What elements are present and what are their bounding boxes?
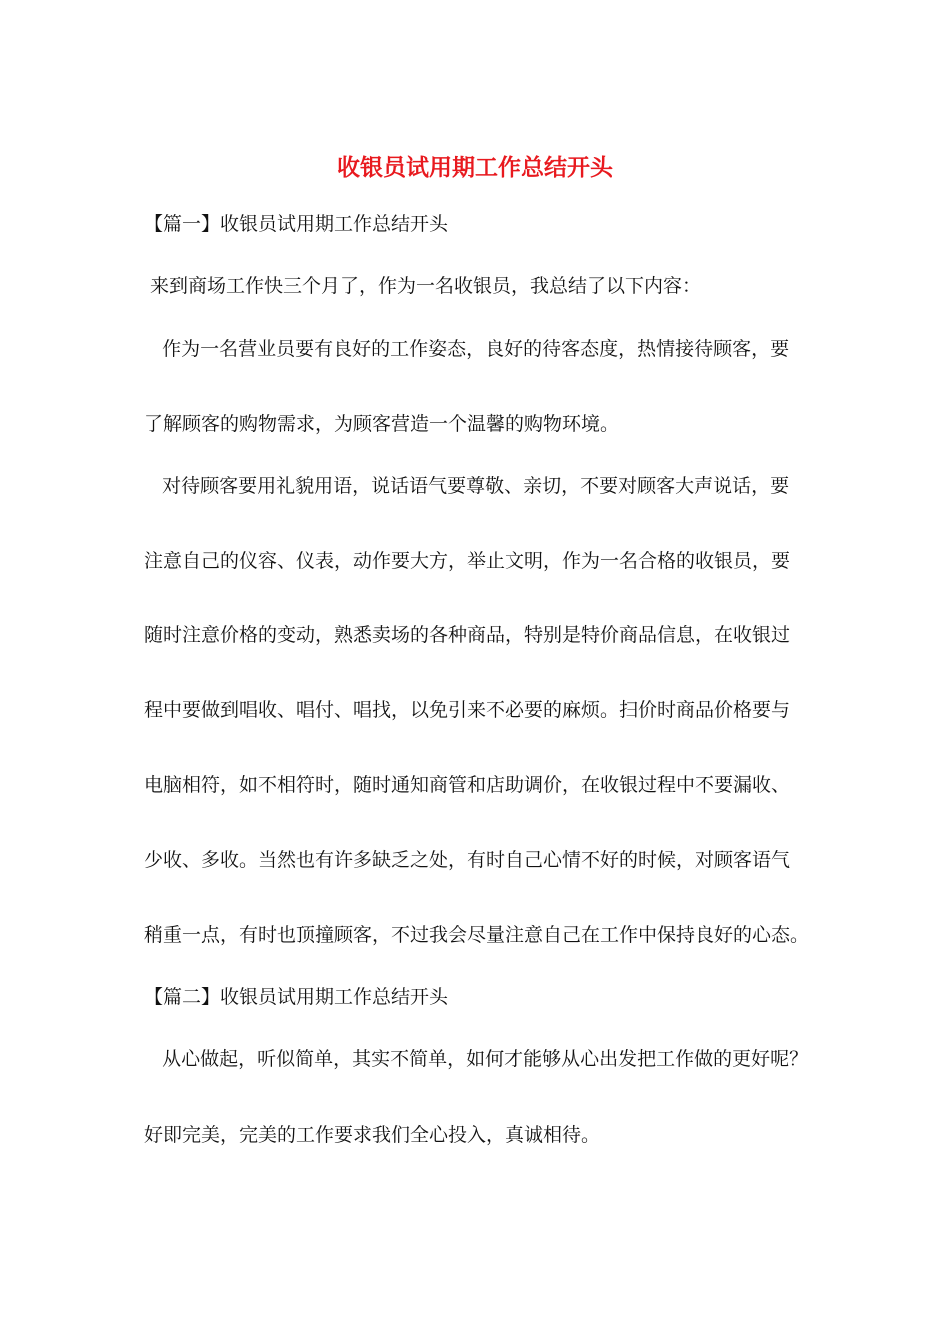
paragraph-line: 来到商场工作快三个月了，作为一名收银员，我总结了以下内容： <box>144 275 702 297</box>
paragraph-line: 了解顾客的购物需求，为顾客营造一个温馨的购物环境。 <box>144 413 620 435</box>
paragraph-line: 对待顾客要用礼貌用语，说话语气要尊敬、亲切，不要对顾客大声说话，要 <box>144 475 790 497</box>
section-heading-2: 【篇二】收银员试用期工作总结开头 <box>144 986 449 1008</box>
paragraph-line: 注意自己的仪容、仪表，动作要大方，举止文明，作为一名合格的收银员，要 <box>144 550 791 572</box>
document-title: 收银员试用期工作总结开头 <box>337 155 613 181</box>
paragraph-line: 电脑相符，如不相符时，随时通知商管和店助调价，在收银过程中不要漏收、 <box>144 774 791 796</box>
section-heading-1: 【篇一】收银员试用期工作总结开头 <box>144 213 449 235</box>
paragraph-line: 稍重一点，有时也顶撞顾客，不过我会尽量注意自己在工作中保持良好的心态。 <box>144 924 810 946</box>
paragraph-line: 程中要做到唱收、唱付、唱找，以免引来不必要的麻烦。扫价时商品价格要与 <box>144 699 791 721</box>
paragraph-line: 少收、多收。当然也有许多缺乏之处，有时自己心情不好的时候，对顾客语气 <box>144 849 791 871</box>
paragraph-line: 作为一名营业员要有良好的工作姿态，良好的待客态度，热情接待顾客，要 <box>144 338 790 360</box>
paragraph-line: 好即完美，完美的工作要求我们全心投入，真诚相待。 <box>144 1124 601 1146</box>
paragraph-line: 从心做起，听似简单，其实不简单，如何才能够从心出发把工作做的更好呢？ <box>144 1048 809 1070</box>
paragraph-line: 随时注意价格的变动，熟悉卖场的各种商品，特别是特价商品信息，在收银过 <box>144 624 791 646</box>
